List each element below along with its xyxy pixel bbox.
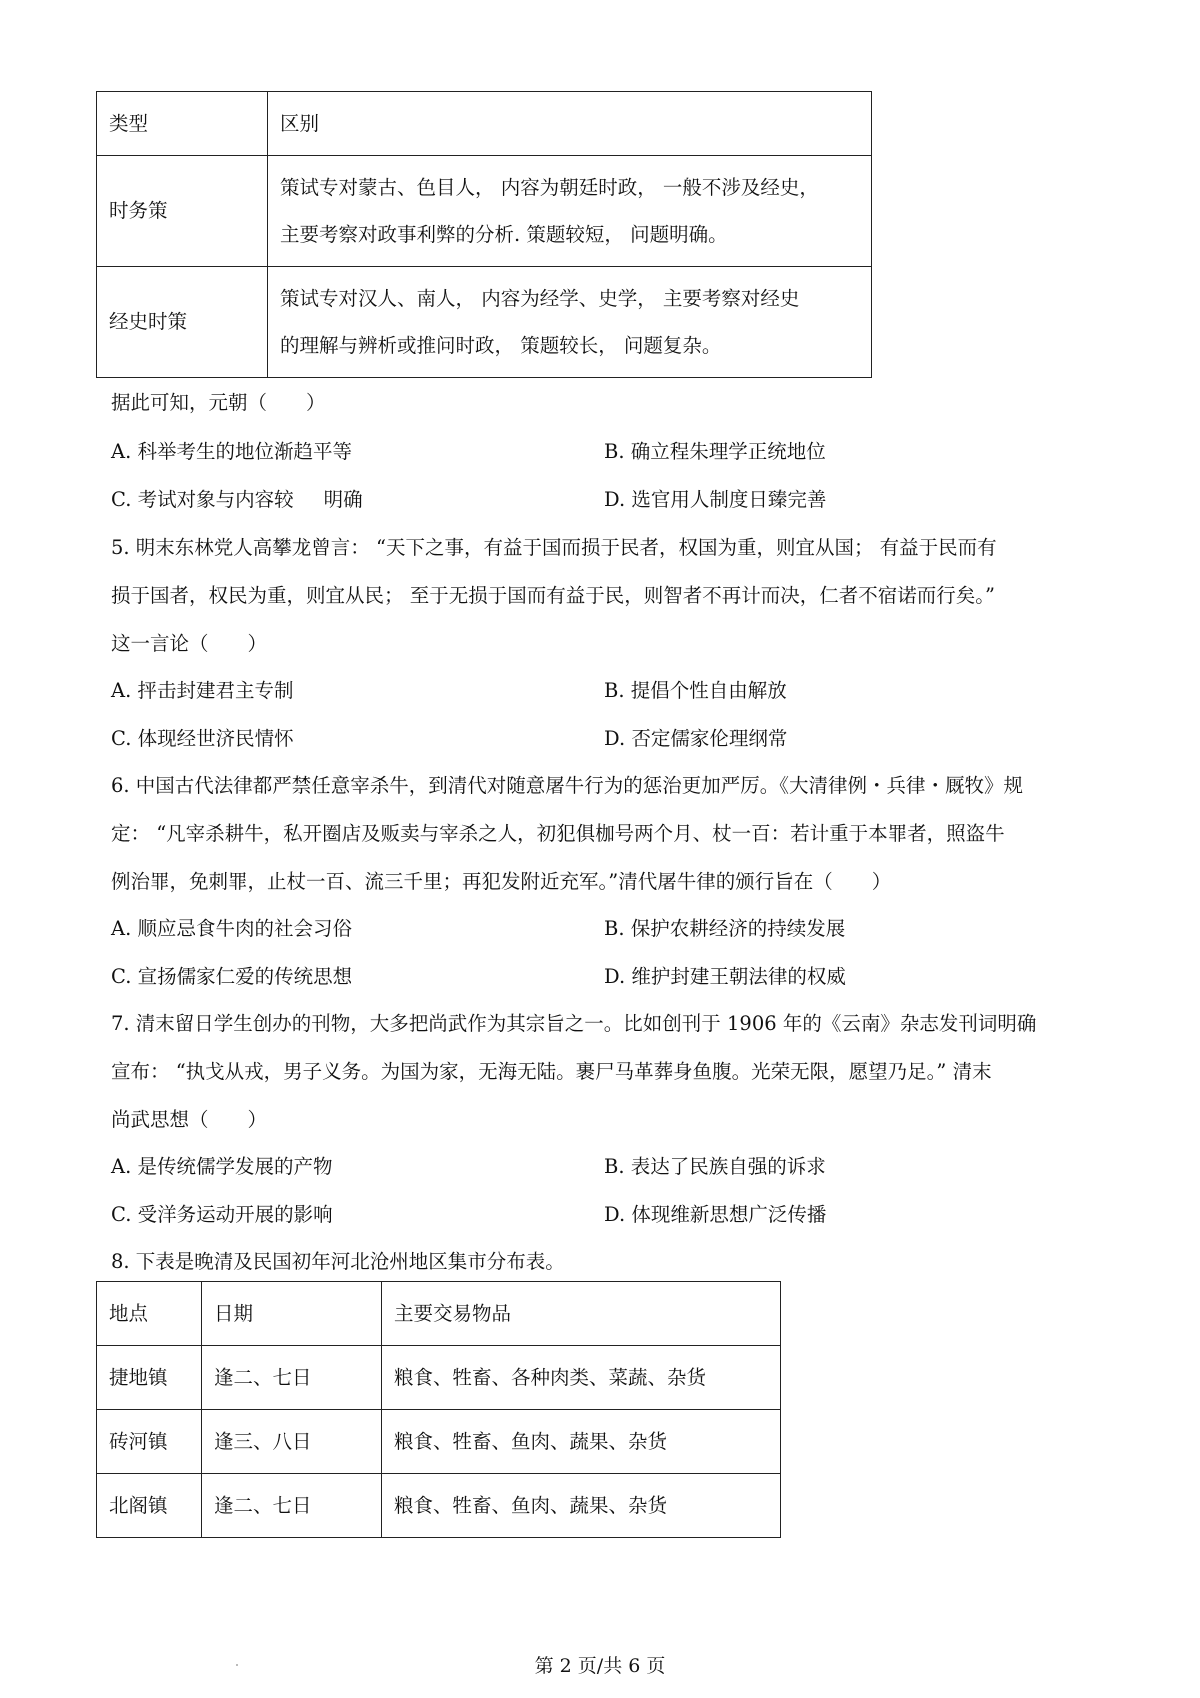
row-description-cell [268, 156, 872, 267]
q4-option-b[interactable]: B. 确立程朱理学正统地位 [604, 440, 826, 463]
table-row [97, 267, 872, 378]
goods-cell: 粮食、牲畜、各种肉类、菜蔬、杂货 [382, 1346, 781, 1410]
description-line: 策试专对汉人、南人， 内容为经学、史学， 主要考察对经史 [280, 287, 800, 310]
q6-option-a[interactable]: A. 顺应忌食牛肉的社会习俗 [111, 917, 352, 940]
q6-option-b[interactable]: B. 保护农耕经济的持续发展 [604, 917, 846, 940]
q5-option-c[interactable]: C. 体现经世济民情怀 [111, 727, 294, 750]
header-cell-date: 日期 [202, 1282, 382, 1346]
header-cell-location: 地点 [97, 1282, 202, 1346]
question-5-line: 5. 明末东林党人高攀龙曾言： “天下之事，有益于国而损于民者，权国为重，则宜从国； 有益于民而有 [111, 536, 997, 559]
location-cell: 砖河镇 [97, 1410, 202, 1474]
q4-option-c-part2: 明确 [323, 488, 363, 511]
table-row [97, 1474, 781, 1538]
question-7-line: 7. 清末留日学生创办的刊物，大多把尚武作为其宗旨之一。比如创刊于 1906 年的《云南》杂志发刊词明确 [111, 1012, 1037, 1035]
row-type-cell: 经史时策 [97, 267, 268, 378]
q5-option-a[interactable]: A. 抨击封建君主专制 [111, 679, 294, 702]
description-line: 的理解与辨析或推问时政， 策题较长， 问题复杂。 [280, 333, 722, 357]
exam-type-table [96, 91, 872, 378]
question-6-line: 6. 中国古代法律都严禁任意宰杀牛，到清代对随意屠牛行为的惩治更加严厉。《大清律例・兵律・厩牧》规 [111, 774, 1024, 797]
row-description-cell [268, 267, 872, 378]
page-footer: 第 2 页/共 6 页 [534, 1655, 666, 1677]
question-5-line: 损于国者，权民为重，则宜从民； 至于无损于国而有益于民，则智者不再计而决，仁者不宿诺而行矣。” [111, 584, 995, 607]
question-4-stem: 据此可知，元朝（ ） [111, 391, 326, 414]
table-header-row [97, 1282, 781, 1346]
table-row [97, 1346, 781, 1410]
date-cell: 逢二、七日 [202, 1346, 382, 1410]
description-line: 主要考察对政事利弊的分析. 策题较短， 问题明确。 [280, 222, 728, 246]
goods-cell: 粮食、牲畜、鱼肉、蔬果、杂货 [382, 1474, 781, 1538]
question-7-line: 尚武思想（ ） [111, 1108, 268, 1131]
location-cell: 捷地镇 [97, 1346, 202, 1410]
table-row [97, 1410, 781, 1474]
question-8-stem: 8. 下表是晚清及民国初年河北沧州地区集市分布表。 [111, 1250, 565, 1273]
description-line: 策试专对蒙古、色目人， 内容为朝廷时政， 一般不涉及经史， [280, 176, 819, 199]
location-cell: 北阁镇 [97, 1474, 202, 1538]
q4-option-c-part1: C. 考试对象与内容较 [111, 488, 294, 511]
q6-option-c[interactable]: C. 宣扬儒家仁爱的传统思想 [111, 965, 353, 988]
q7-option-a[interactable]: A. 是传统儒学发展的产物 [111, 1155, 333, 1178]
question-7-line: 宣布： “执戈从戎，男子义务。为国为家，无海无陆。裹尸马革葬身鱼腹。光荣无限，愿望乃足。” 清末 [111, 1060, 992, 1083]
date-cell: 逢二、七日 [202, 1474, 382, 1538]
table-row [97, 156, 872, 267]
market-distribution-table [96, 1281, 781, 1538]
q7-option-b[interactable]: B. 表达了民族自强的诉求 [604, 1155, 826, 1178]
q5-option-b[interactable]: B. 提倡个性自由解放 [604, 679, 787, 702]
q6-option-d[interactable]: D. 维护封建王朝法律的权威 [604, 965, 846, 988]
row-type-cell: 时务策 [97, 156, 268, 267]
table-header-row [97, 92, 872, 156]
q4-option-c[interactable] [111, 490, 363, 510]
q7-option-c[interactable]: C. 受洋务运动开展的影响 [111, 1203, 333, 1226]
q4-option-a[interactable]: A. 科举考生的地位渐趋平等 [111, 440, 352, 463]
question-6-line: 例治罪，免刺罪，止杖一百、流三千里；再犯发附近充军。”清代屠牛律的颁行旨在（ ） [111, 870, 892, 893]
goods-cell: 粮食、牲畜、鱼肉、蔬果、杂货 [382, 1410, 781, 1474]
header-cell-difference: 区别 [268, 92, 872, 156]
question-5-line: 这一言论（ ） [111, 632, 268, 655]
header-cell-type: 类型 [97, 92, 268, 156]
q5-option-d[interactable]: D. 否定儒家伦理纲常 [604, 727, 788, 750]
date-cell: 逢三、八日 [202, 1410, 382, 1474]
q7-option-d[interactable]: D. 体现维新思想广泛传播 [604, 1203, 827, 1226]
header-cell-goods: 主要交易物品 [382, 1282, 781, 1346]
q4-option-d[interactable]: D. 选官用人制度日臻完善 [604, 488, 827, 511]
question-6-line: 定： “凡宰杀耕牛，私开圈店及贩卖与宰杀之人，初犯俱枷号两个月、杖一百：若计重于本罪者，照盗牛 [111, 822, 1005, 845]
